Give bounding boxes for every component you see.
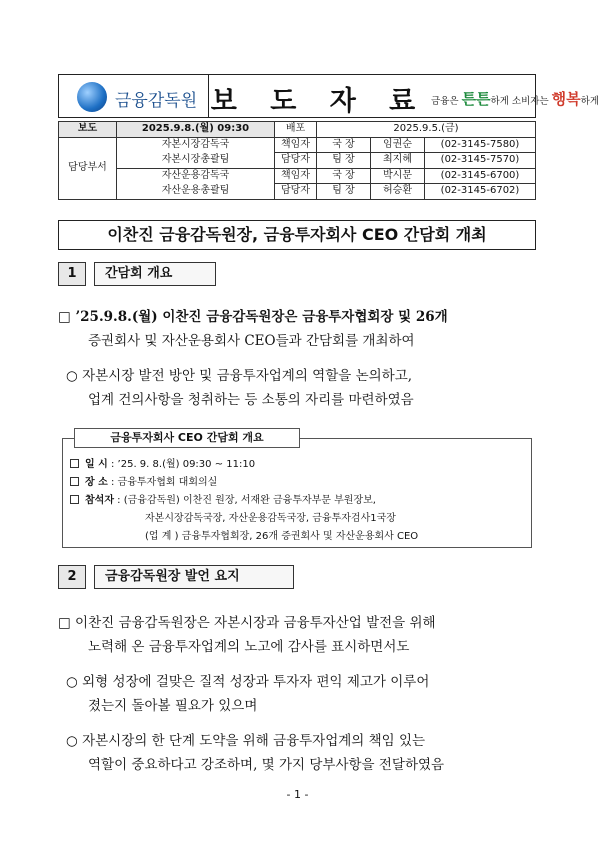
overview-attendees-line3: (업 계 ) 금융투자협회장, 26개 증권회사 및 자산운용회사 CEO <box>145 531 419 542</box>
press-title: 보 도 자 료 <box>210 86 428 117</box>
s2-para1-line2: 노력해 온 금융투자업계의 노고에 감사를 표시하면서도 <box>88 639 410 655</box>
page-number: - 1 - <box>286 788 309 801</box>
overview-place-value: : 금융투자협회 대회의실 <box>111 477 218 488</box>
s2-para2-line1: ○ 외형 성장에 걸맞은 질적 성장과 투자자 편익 제고가 이루어 <box>66 674 430 690</box>
dist-label: 배포 <box>275 122 317 138</box>
release-info-table <box>58 121 536 200</box>
dist-date: 2025.9.5.(금) <box>317 122 536 138</box>
s2-para3-line1: ○ 자본시장의 한 단계 도약을 위해 금융투자업계의 책임 있는 <box>66 733 426 749</box>
overview-place-row <box>70 473 217 488</box>
contact-name: 임권순 <box>371 137 425 153</box>
slogan-part: 금융은 <box>431 96 462 107</box>
contact-role: 책임자 <box>275 137 317 153</box>
overview-date-value: : ’25. 9. 8.(월) 09:30 ~ 11:10 <box>111 459 256 470</box>
section-1-title: 간담회 개요 <box>94 262 216 286</box>
overview-attendees-row <box>70 491 376 506</box>
overview-date-row <box>70 455 255 470</box>
s1-para1-line1: □ ’25.9.8.(월) 이찬진 금융감독원장은 금융투자협회장 및 26개 <box>58 309 448 325</box>
org-name: 금융감독원 <box>115 91 198 111</box>
fss-globe-icon <box>77 82 107 112</box>
overview-attendees-label: 참석자 <box>85 495 114 506</box>
slogan-part: 하게 <box>580 96 599 107</box>
release-label: 보도 <box>59 122 117 138</box>
s2-para2-line2: 졌는지 돌아볼 필요가 있으며 <box>88 698 258 714</box>
checkbox-icon <box>70 477 79 486</box>
team-name: 자본시장총괄팀 <box>161 153 230 165</box>
s1-para2-line1: ○ 자본시장 발전 방안 및 금융투자업계의 역할을 논의하고, <box>66 368 413 384</box>
contact-phone: (02-3145-6700) <box>425 168 536 184</box>
contact-title: 팀 장 <box>317 153 371 169</box>
section-1-number: 1 <box>58 262 86 286</box>
s2-para1-line1: □ 이찬진 금융감독원장은 자본시장과 금융투자산업 발전을 위해 <box>58 615 436 631</box>
main-title: 이찬진 금융감독원장, 금융투자회사 CEO 간담회 개최 <box>58 220 536 250</box>
slogan-emph-2: 행복 <box>551 90 581 108</box>
s1-para1-line2: 증권회사 및 자산운용회사 CEO들과 간담회를 개최하여 <box>88 333 415 349</box>
dept-cell-2 <box>117 168 275 199</box>
contact-title: 국 장 <box>317 168 371 184</box>
checkbox-icon <box>70 459 79 468</box>
overview-attendees-line1: : (금융감독원) 이찬진 원장, 서재완 금융투자부문 부원장보, <box>117 495 376 506</box>
overview-attendees-line2: 자본시장감독국장, 자산운용감독국장, 금융투자검사1국장 <box>145 513 396 524</box>
contact-role: 담당자 <box>275 153 317 169</box>
press-title-cell <box>209 75 429 117</box>
contact-role: 담당자 <box>275 184 317 200</box>
dept-label: 담당부서 <box>59 137 117 199</box>
contact-name: 박시문 <box>371 168 425 184</box>
slogan <box>431 88 599 109</box>
contact-title: 국 장 <box>317 137 371 153</box>
dept-cell-1 <box>117 137 275 168</box>
checkbox-icon <box>70 495 79 504</box>
contact-phone: (02-3145-6702) <box>425 184 536 200</box>
overview-date-label: 일 시 <box>85 459 108 470</box>
contact-role: 책임자 <box>275 168 317 184</box>
overview-box-title: 금융투자회사 CEO 간담회 개요 <box>74 428 300 448</box>
release-date: 2025.9.8.(월) 09:30 <box>117 122 275 138</box>
s1-para2-line2: 업계 건의사항을 청취하는 등 소통의 자리를 마련하였음 <box>88 392 414 408</box>
team-name: 자산운용총괄팀 <box>161 184 230 196</box>
s2-para3-line2: 역할이 중요하다고 강조하며, 몇 가지 당부사항을 전달하였음 <box>88 757 445 773</box>
contact-name: 허승환 <box>371 184 425 200</box>
logo-cell <box>59 75 209 117</box>
dept-name: 자산운용감독국 <box>161 170 230 181</box>
slogan-part: 하게 소비자는 <box>490 96 552 107</box>
section-2-title: 금융감독원장 발언 요지 <box>94 565 294 589</box>
contact-phone: (02-3145-7580) <box>425 137 536 153</box>
slogan-emph-1: 튼튼 <box>461 90 491 108</box>
overview-place-label: 장 소 <box>85 477 108 488</box>
section-2-number: 2 <box>58 565 86 589</box>
contact-title: 팀 장 <box>317 184 371 200</box>
press-header <box>58 74 599 118</box>
contact-phone: (02-3145-7570) <box>425 153 536 169</box>
dept-name: 자본시장감독국 <box>161 139 230 150</box>
contact-name: 최지혜 <box>371 153 425 169</box>
